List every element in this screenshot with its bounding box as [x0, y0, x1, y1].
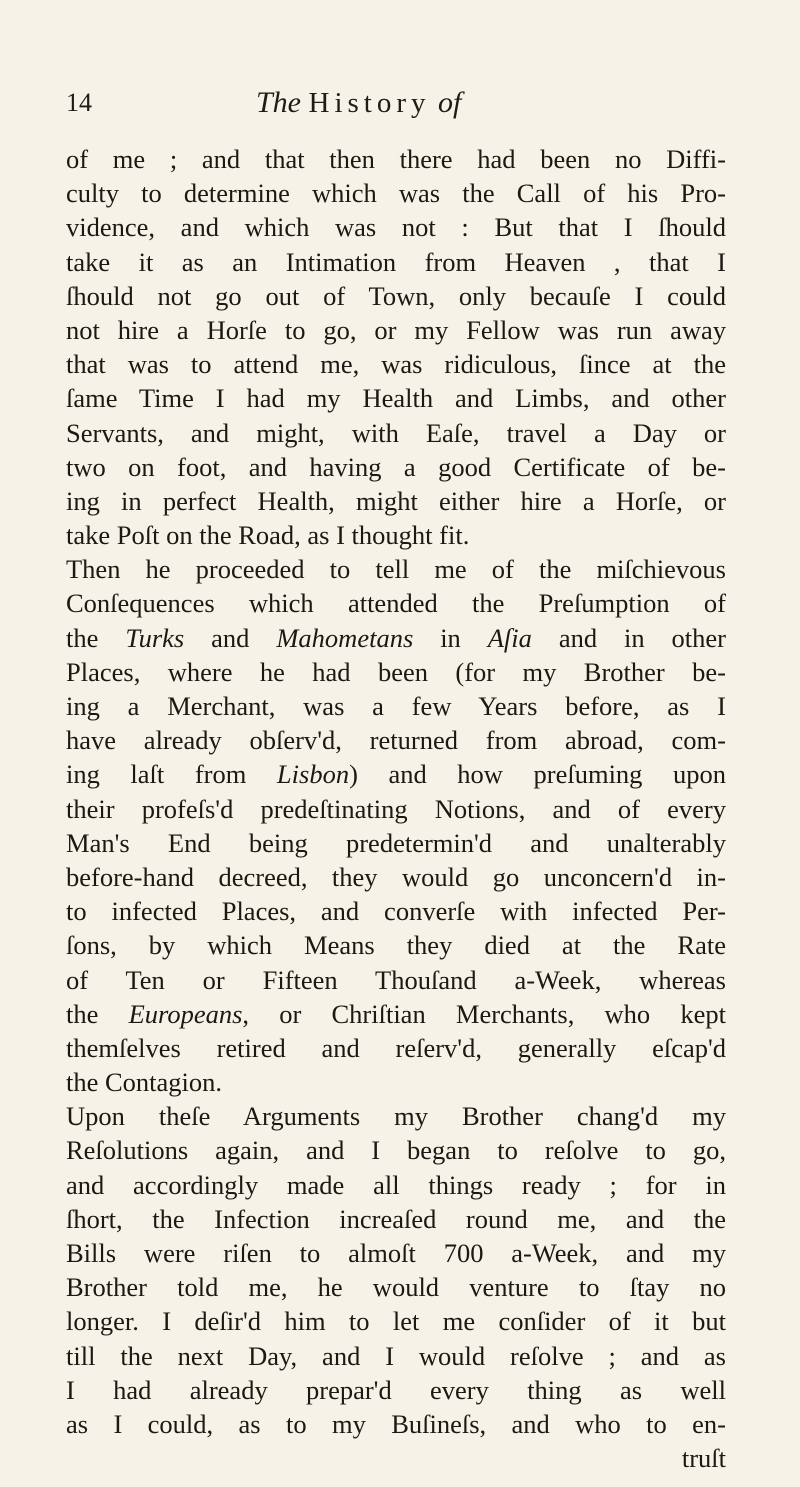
- text-line: [66, 1373, 726, 1407]
- text-run: Upon theſe Arguments my Brother chang'd my: [66, 1101, 726, 1132]
- text-line: [66, 416, 726, 450]
- text-line: [66, 1133, 726, 1167]
- text-run: to infected Places, and converſe with infected Per-: [66, 896, 726, 927]
- text-run: not hire a Horſe to go, or my Fellow was run away: [66, 314, 726, 345]
- italic-phrase: Mahometans: [276, 622, 414, 653]
- text-run: and in other: [531, 622, 727, 653]
- text-line: [66, 655, 726, 689]
- text-run: of me ; and that then there had been no Diffi-: [66, 144, 726, 174]
- italic-phrase: Lisbon: [276, 759, 350, 790]
- text-run: take Poſt on the Road, as I thought fit.: [66, 520, 470, 551]
- text-line: [66, 450, 726, 484]
- text-run: longer. I deſir'd him to let me conſider of it but: [66, 1306, 726, 1337]
- running-title-of: of: [438, 86, 462, 119]
- text-line: [66, 1031, 726, 1065]
- text-line: [66, 1236, 726, 1270]
- text-line: [66, 621, 726, 655]
- running-title: [256, 86, 461, 120]
- text-line: [66, 484, 726, 518]
- text-run: before-hand decreed, they would go unconcern'd in-: [66, 861, 726, 892]
- text-line: [66, 1339, 726, 1373]
- text-line: [66, 1168, 726, 1202]
- text-run: Conſequences which attended the Preſumption of: [66, 588, 726, 619]
- running-header: [66, 88, 706, 128]
- text-line: [66, 723, 726, 757]
- text-line: [66, 210, 726, 244]
- text-run: ſhort, the Infection increaſed round me, and the: [66, 1203, 726, 1234]
- text-line: [66, 997, 726, 1031]
- text-run: vidence, and which was not : But that I ſhould: [66, 212, 726, 243]
- text-run: Brother told me, he would venture to ſtay no: [66, 1272, 726, 1303]
- text-line: [66, 1099, 726, 1133]
- text-run: in: [413, 622, 488, 653]
- text-run: the: [66, 622, 126, 653]
- text-line: [66, 757, 726, 791]
- italic-phrase: Turks: [125, 622, 185, 653]
- text-line: [66, 1407, 726, 1441]
- text-line: [66, 860, 726, 894]
- text-line: [66, 689, 726, 723]
- text-line: [66, 792, 726, 826]
- text-run: take it as an Intimation from Heaven , that I: [66, 246, 726, 277]
- text-line: [66, 928, 726, 962]
- text-line: [66, 279, 726, 313]
- text-run: their profeſs'd predeſtinating Notions, and of every: [66, 793, 726, 824]
- text-run: the: [66, 998, 129, 1029]
- text-line: [66, 1065, 726, 1099]
- text-line: [66, 518, 726, 552]
- text-run: of Ten or Fifteen Thouſand a-Week, whereas: [66, 964, 726, 995]
- text-run: that was to attend me, was ridiculous, ſince at the: [66, 349, 726, 380]
- text-run: ing a Merchant, was a few Years before, as I: [66, 691, 726, 721]
- text-run: Man's End being predetermin'd and unalterably: [66, 827, 726, 858]
- running-title-the: The: [256, 86, 301, 119]
- text-run: Places, where he had been (for my Brother be-: [66, 656, 726, 687]
- text-line: [66, 1304, 726, 1338]
- text-run: Bills were riſen to almoſt 700 a-Week, and my: [66, 1238, 726, 1268]
- text-line: [66, 381, 726, 415]
- text-line: [66, 1441, 726, 1475]
- text-line: [66, 313, 726, 347]
- text-run: culty to determine which was the Call of his Pro-: [66, 178, 726, 209]
- text-run: truſt: [681, 1443, 726, 1474]
- text-run: and accordingly made all things ready ; for in: [66, 1169, 726, 1200]
- text-run: themſelves retired and reſerv'd, generally eſcap'd: [66, 1032, 726, 1063]
- text-run: till the next Day, and I would reſolve ; and as: [66, 1340, 726, 1371]
- text-line: [66, 245, 726, 279]
- text-run: ing laſt from: [66, 759, 277, 790]
- text-run: and: [184, 622, 277, 653]
- text-line: [66, 586, 726, 620]
- text-line: [66, 826, 726, 860]
- text-line: [66, 552, 726, 586]
- text-run: ) and how preſuming upon: [349, 759, 726, 790]
- text-run: have already obſerv'd, returned from abroad, com-: [66, 725, 726, 756]
- text-run: Reſolutions again, and I began to reſolve to go,: [66, 1135, 726, 1166]
- running-title-history: History: [308, 87, 431, 119]
- text-line: [66, 142, 726, 176]
- text-line: [66, 963, 726, 997]
- body-text: [66, 142, 726, 1475]
- text-run: Servants, and might, with Eaſe, travel a Day or: [66, 417, 726, 448]
- italic-phrase: Europeans: [128, 998, 243, 1029]
- text-run: ſhould not go out of Town, only becauſe I could: [66, 280, 726, 311]
- text-line: [66, 347, 726, 381]
- text-run: Then he proceeded to tell me of the miſchievous: [66, 554, 726, 585]
- text-line: [66, 1202, 726, 1236]
- text-run: two on foot, and having a good Certificate of be-: [66, 451, 726, 482]
- text-run: the Contagion.: [66, 1067, 223, 1098]
- italic-phrase: Aſia: [487, 622, 532, 653]
- text-line: [66, 894, 726, 928]
- text-run: as I could, as to my Buſineſs, and who to en-: [66, 1408, 726, 1439]
- text-line: [66, 176, 726, 210]
- text-run: , or Chriſtian Merchants, who kept: [242, 998, 726, 1029]
- text-run: I had already prepar'd every thing as well: [66, 1374, 726, 1405]
- text-line: [66, 1270, 726, 1304]
- text-run: ſame Time I had my Health and Limbs, and other: [66, 383, 726, 414]
- text-run: ing in perfect Health, might either hire a Horſe, or: [66, 485, 726, 516]
- page-number: 14: [66, 88, 92, 117]
- text-run: ſons, by which Means they died at the Rate: [66, 930, 726, 961]
